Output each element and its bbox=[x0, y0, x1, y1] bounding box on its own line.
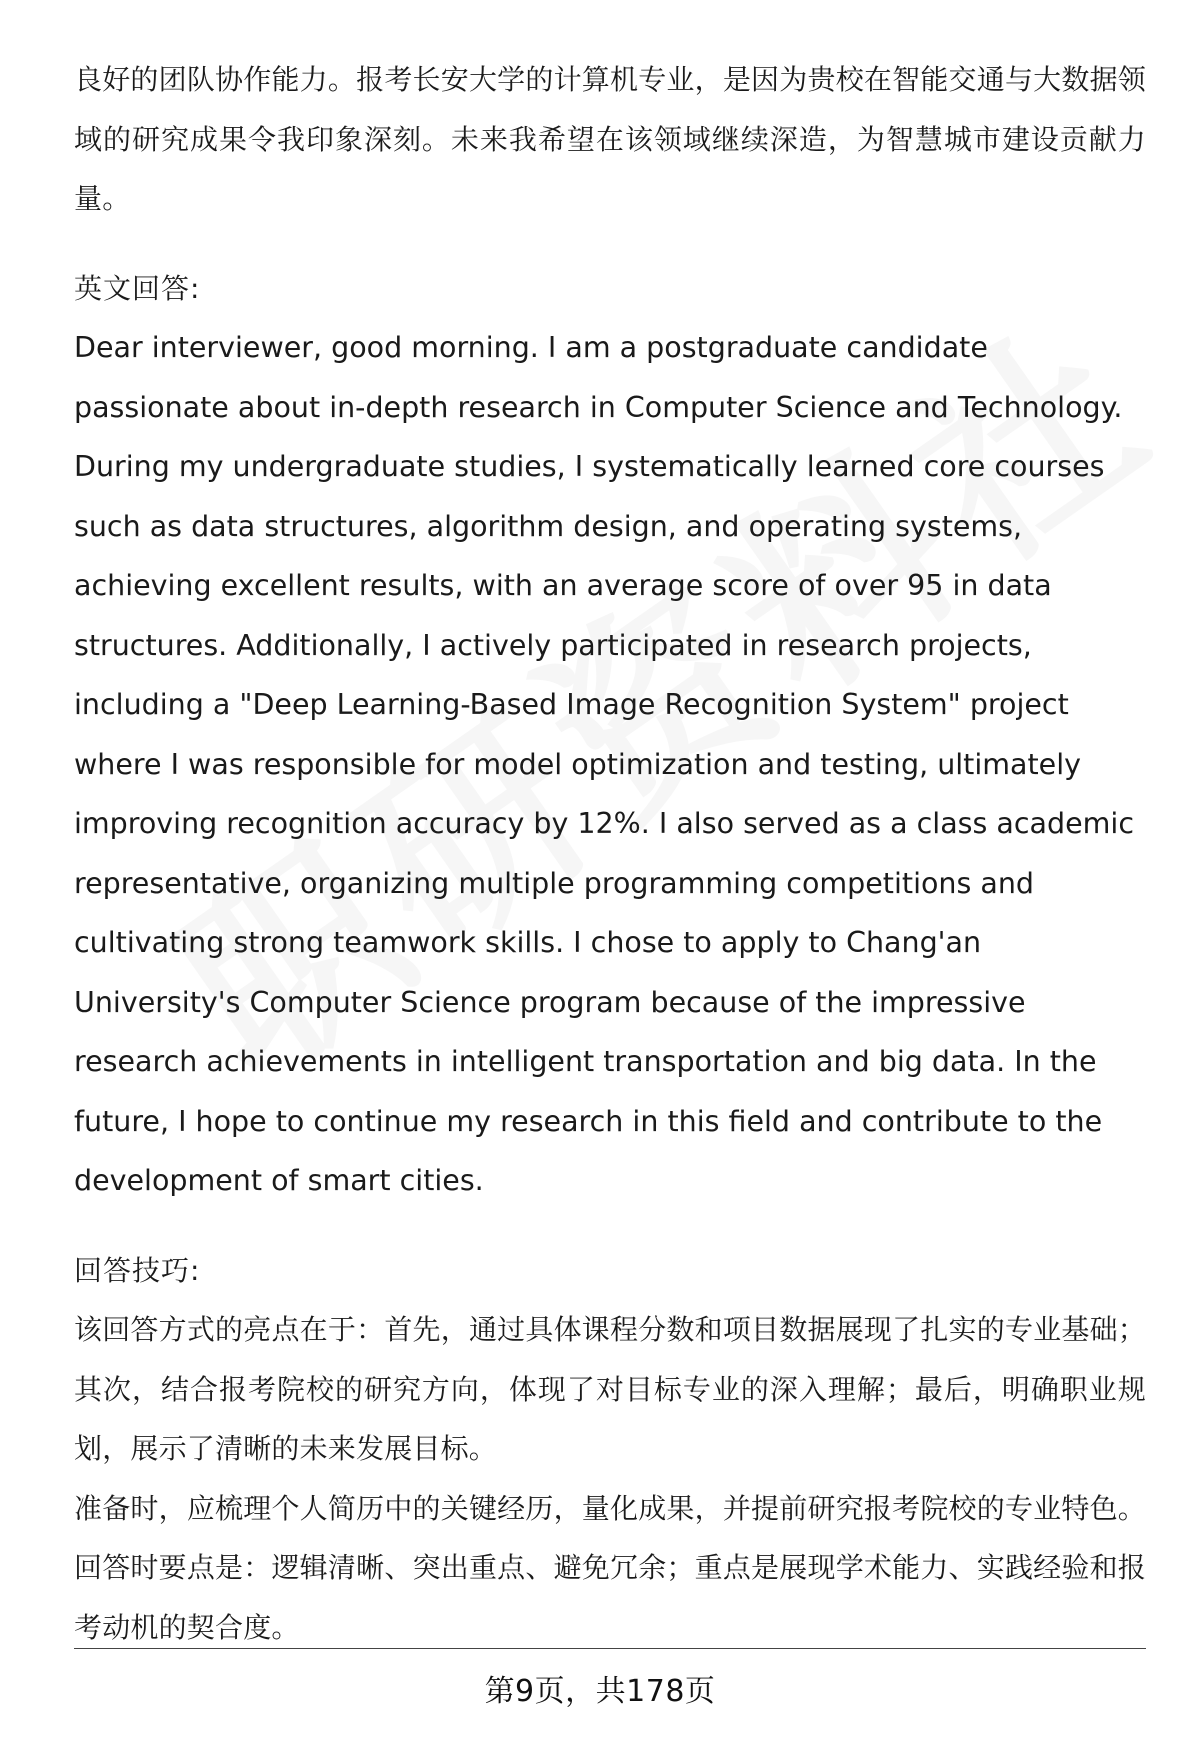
section-gap bbox=[74, 1211, 1146, 1241]
english-answer-heading: 英文回答: bbox=[74, 271, 201, 305]
tips-paragraph-2: 准备时，应梳理个人简历中的关键经历，量化成果，并提前研究报考院校的专业特色。回答时要点是：逻辑清晰、突出重点、避免冗余；重点是展现学术能力、实践经验和报考动机的契合度。 bbox=[74, 1491, 1146, 1644]
intro-tail-paragraph: 良好的团队协作能力。报考长安大学的计算机专业，是因为贵校在智能交通与大数据领域的研究成果令我印象深刻。未来我希望在该领域继续深造，为智慧城市建设贡献力量。 bbox=[74, 63, 1146, 215]
english-answer-paragraph: Dear interviewer, good morning. I am a postgraduate candidate passionate about in-depth research in Computer Science and Technology. During my undergraduate studies, I systematically learned core courses such as data structures, algorithm design, and operating systems, achieving excellent results, with an average score of over 95 in data structures. Additionally, I actively participated in research projects, including a "Deep Learning-Based Image Recognition System" project where I was responsible for model optimization and testing, ultimately improving recognition accuracy by 12%. I also served as a class academic representative, organizing multiple programming competitions and cultivating strong teamwork skills. I chose to apply to Chang'an University's Computer Science program because of the impressive research achievements in intelligent transportation and big data. In the future, I hope to continue my research in this field and contribute to the development of smart cities. bbox=[74, 331, 1134, 1197]
tips-heading: 回答技巧: bbox=[74, 1253, 201, 1287]
footer-divider bbox=[74, 1648, 1146, 1649]
page-number: 第9页，共178页 bbox=[484, 1674, 716, 1709]
document-body bbox=[74, 50, 1146, 1657]
tips-paragraph-1: 该回答方式的亮点在于：首先，通过具体课程分数和项目数据展现了扎实的专业基础；其次，结合报考院校的研究方向，体现了对目标专业的深入理解；最后，明确职业规划，展示了清晰的未来发展目标。 bbox=[74, 1313, 1146, 1465]
section-gap bbox=[74, 229, 1146, 259]
